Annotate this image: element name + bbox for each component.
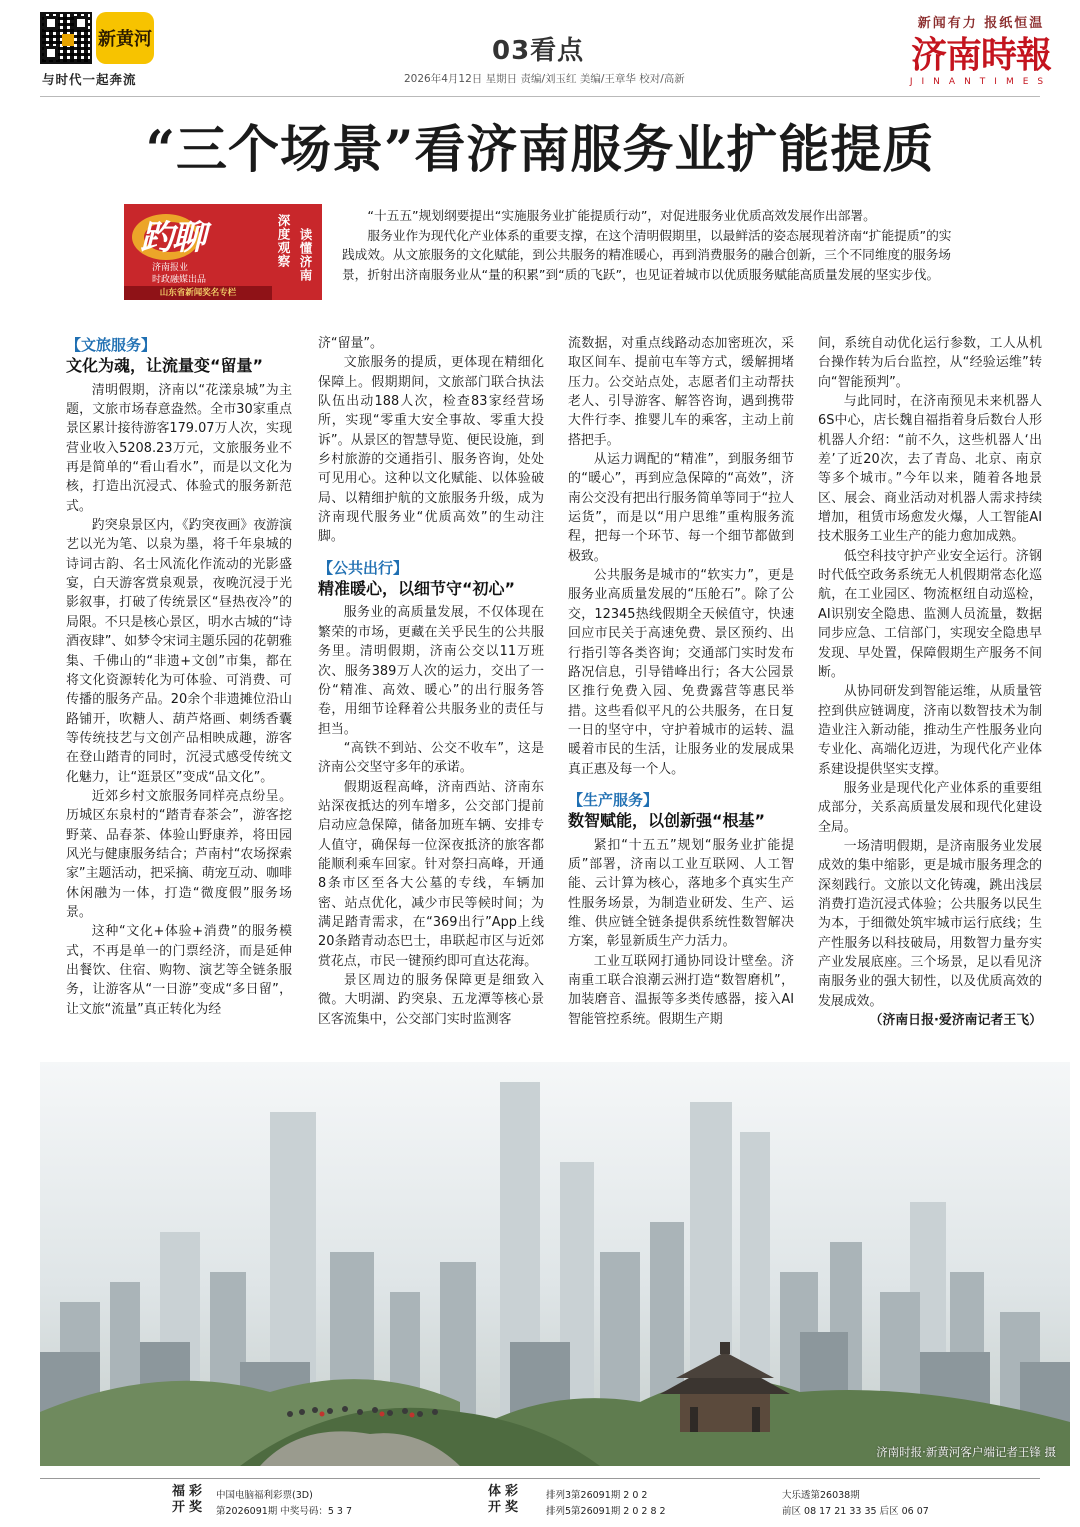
section-title: 数智赋能，以创新强“根基”	[568, 811, 766, 831]
paragraph: 一场清明假期，是济南服务业发展成效的集中缩影，更是城市服务理念的深刻践行。文旅以文化铸魂，跳出浅层消费打造沉浸式体验；公共服务以民生为本，于细微处筑牢城市运行底线；生产性服务以科技破局，用数智力量夯实产业发展底座。三个场景，足以看见济南服务业的强大韧性，以及优质高效的发展成效。	[818, 838, 1042, 1009]
banner-vertical-2: 读懂济南	[298, 228, 313, 282]
banner-vertical-1: 深度观察	[276, 214, 291, 268]
headline: “三个场景”看济南服务业扩能提质	[145, 120, 935, 180]
section-title: 文化为魂，让流量变“留量”	[66, 356, 264, 376]
paragraph: 景区周边的服务保障更是细致入微。大明湖、趵突泉、五龙潭等核心景区客流集中，公交部门实时监测客	[318, 973, 544, 1027]
paragraph: 这种“文化+体验+消费”的服务模式，不再是单一的门票经济，而是延伸出餐饮、住宿、购物、演艺等全链条服务，让游客从“一日游”变成“多日留”，让文旅“流量”真正转化为经	[66, 924, 292, 1017]
lottery-label: 开奖	[488, 1500, 523, 1515]
section-tag: 【文旅服务】	[66, 336, 157, 354]
paragraph: “高铁不到站、公交不收车”，这是济南公交坚守多年的承诺。	[318, 740, 544, 776]
lottery-label: 开奖	[172, 1500, 207, 1515]
paragraph: 趵突泉景区内，《趵突夜画》夜游演艺以光为笔、以泉为墨，将千年泉城的诗词古韵、名士风流化作流动的光影盛宴，白天游客赏泉观景，夜晚沉浸于光影叙事，打破了传统景区“昼热夜冷”的局限。不只是核心景区，明水古城的“诗酒夜肆”、如梦令宋词主题乐园的花朝雅集、千佛山的“非遗+文创”市集，都在将文化资源转化为可体验、可消费、可传播的服务产品。20余个非遗摊位沿山路铺开，吹糖人、葫芦烙画、刺绣香囊等传统技艺与文创产品相映成趣，游客在登山踏青的同时，沉浸式感受传统文化魅力，让“逛景区”变成“品文化”。	[66, 518, 292, 785]
article-column-1	[66, 334, 292, 1019]
photo-credit: 济南时报·新黄河客户端记者王锋 摄	[876, 1445, 1056, 1459]
paragraph: 间，系统自动优化运行参数，工人从机台操作转为后台监控，从“经验运维”转向“智能预判”。	[818, 336, 1042, 390]
masthead-subtitle: JINANTIMES	[909, 77, 1053, 87]
lottery-line: 排列3第26091期 2 0 2	[546, 1490, 648, 1501]
column-banner	[124, 204, 322, 300]
lottery-label: 福彩	[172, 1484, 207, 1499]
masthead-logo: 济南時報	[910, 34, 1051, 76]
intro-paragraph: “十五五”规划纲要提出“实施服务业扩能提质行动”，对促进服务业优质高效发展作出部署。	[367, 208, 876, 223]
paragraph: 与此同时，在济南预见未来机器人6S中心，店长魏自福指着身后数台人形机器人介绍：“前不久，这些机器人‘出差’了近20次，去了青岛、北京、南京等多个城市。”今年以来，随着各地景区、展会、商业活动对机器人需求持续增加，租赁市场愈发火爆，人工智能AI技术服务工业生产的能力愈加成熟。	[818, 394, 1042, 545]
banner-sub2: 时政融媒出品	[152, 275, 207, 285]
paragraph: 济“留量”。	[318, 336, 383, 351]
section-title: 精准暖心，以细节守“初心”	[318, 579, 516, 599]
lottery-results	[40, 1478, 1040, 1523]
qr-code-icon[interactable]	[40, 12, 92, 64]
paragraph: 从协同研发到智能运维，从质量管控到供应链调度，济南以数智技术为制造业注入新动能，推动生产性服务业向专业化、高端化迈进，为现代化产业体系建设提供坚实支撑。	[818, 684, 1042, 777]
header-divider	[40, 96, 1040, 97]
article-column-3	[568, 334, 794, 1029]
page-number: 03看点	[492, 36, 585, 66]
intro-text	[342, 206, 962, 284]
paragraph: 紧扣“十五五”规划“服务业扩能提质”部署，济南以工业互联网、人工智能、云计算为核心，落地多个真实生产性服务场景，为制造业研发、生产、运维、供应链全链条提供系统性数智解决方案，彰显新质生产力活力。	[568, 837, 794, 950]
section-tag: 【公共出行】	[318, 558, 409, 577]
paragraph: 近郊乡村文旅服务同样亮点纷呈。历城区东泉村的“踏青春茶会”，游客挖野菜、品春茶、体验山野康养，将田园风光与健康服务结合；芦南村“农场探索家”主题活动，把采摘、萌宠互动、咖啡休闲融为一体，打造“微度假”服务场景。	[66, 788, 292, 920]
app-promo	[38, 12, 198, 92]
lottery-line: 第2026091期 中奖号码：5 3 7	[216, 1506, 353, 1517]
column-logo: 趵聊	[140, 218, 204, 258]
paragraph: 服务业的高质量发展，不仅体现在繁荣的市场，更藏在关乎民生的公共服务里。清明假期，济南公交以11万班次、服务389万人次的运力，交出了一份“精准、高效、暖心”的出行服务答卷，用细节诠释着公共服务业的责任与担当。	[318, 605, 544, 737]
lottery-line: 排列5第26091期 2 0 2 8 2	[546, 1506, 666, 1517]
skyline-illustration	[40, 1062, 1070, 1466]
app-slogan: 与时代一起奔流	[42, 72, 137, 87]
lottery-line: 大乐透第26038期	[782, 1490, 860, 1501]
masthead-slogan: 新闻有力 报纸恒温	[917, 16, 1045, 31]
byline: （济南日报·爱济南记者王飞）	[869, 1013, 1042, 1029]
paragraph: 流数据，对重点线路动态加密班次，采取区间车、提前屯车等方式，缓解拥堵压力。公交站点处，志愿者们主动帮扶老人、引导游客、解答咨询，遇到携带大件行李、推婴儿车的乘客，主动上前搭把手。	[568, 336, 794, 448]
paragraph: 工业互联网打通协同设计壁垒。济南重工联合浪潮云洲打造“数智磨机”，加装磨音、温振等多类传感器，接入AI智能管控系统。假期生产期	[568, 953, 794, 1027]
article-column-2	[318, 334, 544, 1029]
paragraph: 公共服务是城市的“软实力”，更是服务业高质量发展的“压舱石”。除了公交，12345热线假期全天候值守，快速回应市民关于高速免费、景区预约、出行指引等各类咨询；交通部门实时发布路况信息，引导错峰出行；各大公园景区推行免费入园、免费露营等惠民举措。这些看似平凡的公共服务，在日复一日的坚守中，守护着城市的运转、温暖着市民的生活，让服务业的发展成果真正惠及每一个人。	[568, 568, 794, 777]
city-skyline-photo	[40, 1062, 1070, 1466]
banner-award: 山东省新闻奖名专栏	[124, 286, 272, 300]
paragraph: 清明假期，济南以“花漾泉城”为主题，文旅市场春意盎然。全市30家重点景区累计接待游客179.07万人次，实现营业收入5208.23万元，文旅服务业不再是简单的“看山看水”，而是以文化为核，打造出沉浸式、体验式的服务新范式。	[66, 382, 292, 514]
article-column-4	[818, 334, 1042, 1030]
paragraph: 假期返程高峰，济南西站、济南东站深夜抵达的列车增多，公交部门提前启动应急保障，储备加班车辆、安排专人值守，确保每一位深夜抵济的旅客都能顺利乘车回家。针对祭扫高峰，开通8条市区至各大公墓的专线，车辆加密、站点优化，减少市民等候时间；为满足踏青需求，在“369出行”App上线20条踏青动态巴士，串联起市区与近郊赏花点，市民一键预约即可直达花海。	[318, 779, 544, 969]
app-logo[interactable]: 新黄河	[96, 12, 154, 64]
paragraph: 服务业是现代化产业体系的重要组成部分，关系高质量发展和现代化建设全局。	[818, 780, 1042, 835]
banner-sub1: 济南报业	[152, 263, 189, 273]
paragraph: 低空科技守护产业安全运行。济钢时代低空政务系统无人机假期常态化巡航，在工业园区、物流枢纽自动巡检，AI识别安全隐患、监测人员流量，数据同步应急、工信部门，实现安全隐患早发现、早处置，保障假期生产服务不间断。	[818, 548, 1042, 680]
lottery-label: 体彩	[488, 1484, 523, 1499]
issue-line: 2026年4月12日 星期日 责编/刘玉红 美编/王章华 校对/高新	[404, 73, 685, 85]
paragraph: 文旅服务的提质，更体现在精细化保障上。假期期间，文旅部门联合执法队伍出动188人次，检查83家经营场所，实现“零重大安全事故、零重大投诉”。从景区的智慧导览、便民设施，到乡村旅游的交通指引、服务咨询，处处可见用心。这种以文化赋能、以体验破局、以精细护航的文旅服务升级，成为济南现代服务业“优质高效”的生动注脚。	[318, 355, 544, 545]
section-tag: 【生产服务】	[568, 790, 659, 809]
lottery-line: 中国电脑福利彩票(3D)	[216, 1490, 313, 1501]
lottery-line: 前区 08 17 21 33 35 后区 06 07	[782, 1506, 929, 1517]
intro-paragraph: 服务业作为现代化产业体系的重要支撑，在这个清明假期里，以最鲜活的姿态展现着济南“扩能提质”的实践成效。从文旅服务的文化赋能，到公共服务的精准暖心，再到消费服务的融合创新，三个不同维度的服务场景，折射出济南服务业从“量的积累”到“质的飞跃”，也见证着城市以优质服务赋能高质量发展的坚实步伐。	[342, 227, 952, 282]
paragraph: 从运力调配的“精准”，到服务细节的“暖心”，再到应急保障的“高效”，济南公交没有把出行服务简单等同于“拉人运货”，而是以“用户思维”重构服务流程，把每一个环节、每一个细节都做到极致。	[568, 452, 794, 564]
masthead-block	[896, 12, 1066, 87]
page-info	[380, 30, 800, 86]
